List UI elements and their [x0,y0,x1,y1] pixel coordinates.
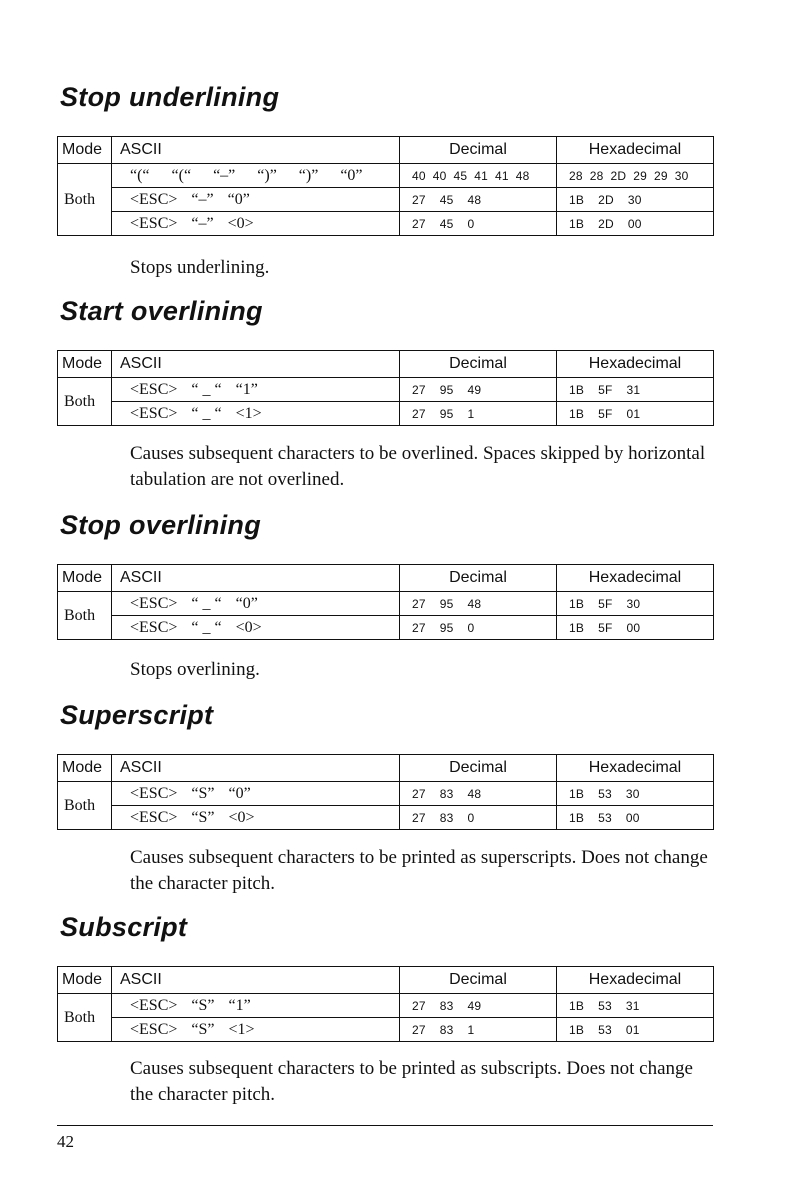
section-description: Stops overlining. [130,659,260,680]
hex-value: 31 [626,382,641,397]
table-header-row [58,967,714,994]
mode-cell: Both [58,592,112,640]
decimal-value: 1 [467,1022,475,1037]
hex-value: 30 [626,596,641,611]
hex-value: 2D [598,216,614,231]
hex-cell [557,994,714,1018]
header-ascii: ASCII [112,137,400,164]
hex-cell [557,782,714,806]
mode-cell: Both [58,378,112,426]
hex-value: 31 [625,998,640,1013]
table-header-row [58,755,714,782]
decimal-cell [400,994,557,1018]
table-row [58,592,714,616]
ascii-token: “1” [235,380,258,398]
decimal-value: 27 [412,810,426,825]
hex-value: 00 [625,810,640,825]
decimal-value: 95 [439,596,454,611]
mode-cell: Both [58,994,112,1042]
decimal-value: 27 [412,406,426,421]
ascii-token: “S” [191,784,215,802]
ascii-token: “ _ “ [191,594,222,612]
section-heading: Superscript [60,700,214,730]
ascii-cell [112,188,400,212]
command-table [57,754,714,830]
ascii-token: “)” [298,166,319,184]
hex-value: 1B [569,382,585,397]
header-hex: Hexadecimal [557,967,714,994]
hex-value: 30 [627,192,642,207]
decimal-value: 0 [467,620,475,635]
ascii-token: <ESC> [130,380,178,398]
ascii-token: <1> [228,1020,255,1038]
decimal-cell [400,212,557,236]
ascii-token: “ _ “ [191,618,222,636]
page-number: 42 [57,1132,74,1151]
header-decimal: Decimal [400,351,557,378]
hex-value: 29 [654,168,668,183]
decimal-value: 45 [453,168,468,183]
ascii-token: “S” [191,808,215,826]
ascii-cell [112,378,400,402]
table-row [58,188,714,212]
hex-cell [557,164,714,188]
decimal-value: 27 [412,786,426,801]
ascii-token: <1> [235,404,262,422]
decimal-value: 49 [467,998,482,1013]
decimal-cell [400,1018,557,1042]
header-mode: Mode [58,351,112,378]
ascii-cell [112,806,400,830]
ascii-token: <ESC> [130,1020,178,1038]
hex-value: 30 [674,168,689,183]
hex-cell [557,212,714,236]
header-mode: Mode [58,755,112,782]
decimal-cell [400,806,557,830]
ascii-token: “–” [213,166,236,184]
hex-value: 1B [569,1022,585,1037]
table-row [58,212,714,236]
hex-value: 29 [633,168,647,183]
ascii-token: <ESC> [130,190,178,208]
decimal-cell [400,616,557,640]
decimal-value: 0 [467,810,475,825]
header-decimal: Decimal [400,565,557,592]
hex-value: 28 [569,168,583,183]
header-hex: Hexadecimal [557,351,714,378]
table-row [58,402,714,426]
hex-value: 53 [598,1022,612,1037]
decimal-value: 41 [495,168,509,183]
section-description: Causes subsequent characters to be printed as subscripts. Does not change the character pitch. [130,1058,693,1105]
section-heading: Stop underlining [60,82,280,112]
table-row [58,1018,714,1042]
ascii-token: <ESC> [130,996,178,1014]
table-row [58,378,714,402]
table-row [58,782,714,806]
decimal-value: 27 [412,382,426,397]
ascii-token: <0> [227,214,254,232]
table-header-row [58,137,714,164]
decimal-value: 48 [467,786,482,801]
section-description: Causes subsequent characters to be overlined. Spaces skipped by horizontal tabulation are not overlined. [130,443,706,490]
hex-value: 2D [610,168,627,183]
table-row [58,806,714,830]
ascii-token: <ESC> [130,404,178,422]
hex-value: 28 [589,168,604,183]
header-mode: Mode [58,137,112,164]
decimal-value: 83 [439,998,454,1013]
mode-cell: Both [58,164,112,236]
hex-value: 00 [627,216,642,231]
ascii-cell [112,212,400,236]
decimal-value: 83 [439,1022,454,1037]
hex-cell [557,402,714,426]
decimal-value: 27 [412,596,426,611]
table-row [58,616,714,640]
decimal-cell [400,592,557,616]
ascii-token: <0> [228,808,255,826]
ascii-token: “–” [191,214,214,232]
ascii-token: “)” [257,166,277,184]
hex-value: 01 [625,1022,640,1037]
ascii-token: “(“ [130,166,150,184]
hex-value: 1B [569,998,585,1013]
hex-value: 00 [626,620,641,635]
ascii-token: “ _ “ [191,380,222,398]
command-table [57,136,714,236]
header-mode: Mode [58,565,112,592]
decimal-value: 95 [439,406,454,421]
ascii-token: “–” [191,190,214,208]
header-decimal: Decimal [400,137,557,164]
hex-value: 53 [598,810,612,825]
hex-value: 1B [569,810,585,825]
command-table [57,966,714,1042]
header-hex: Hexadecimal [557,565,714,592]
decimal-value: 45 [439,192,454,207]
hex-value: 5F [598,620,613,635]
decimal-value: 45 [439,216,454,231]
decimal-cell [400,188,557,212]
hex-value: 1B [569,620,585,635]
decimal-value: 27 [412,620,426,635]
decimal-value: 95 [439,382,454,397]
hex-value: 5F [598,406,613,421]
decimal-value: 95 [439,620,454,635]
hex-value: 1B [569,216,585,231]
ascii-cell [112,994,400,1018]
decimal-value: 40 [432,168,447,183]
ascii-cell [112,402,400,426]
ascii-token: <ESC> [130,594,178,612]
ascii-cell [112,164,400,188]
decimal-value: 49 [467,382,482,397]
hex-value: 1B [569,596,585,611]
ascii-cell [112,592,400,616]
header-decimal: Decimal [400,755,557,782]
decimal-value: 0 [467,216,475,231]
table-header-row [58,565,714,592]
decimal-value: 41 [474,168,488,183]
footer-rule [57,1125,713,1126]
decimal-value: 83 [439,810,454,825]
section-heading: Start overlining [60,296,263,326]
hex-cell [557,188,714,212]
hex-cell [557,1018,714,1042]
ascii-token: <0> [235,618,262,636]
hex-cell [557,378,714,402]
section-description: Stops underlining. [130,257,270,278]
header-ascii: ASCII [112,967,400,994]
header-ascii: ASCII [112,351,400,378]
ascii-cell [112,616,400,640]
command-table [57,350,714,426]
header-mode: Mode [58,967,112,994]
hex-value: 5F [598,596,613,611]
section-description: Causes subsequent characters to be printed as superscripts. Does not change the character pitch. [130,847,708,894]
command-table [57,564,714,640]
decimal-value: 48 [467,192,482,207]
ascii-token: “0” [340,166,363,184]
hex-value: 2D [598,192,614,207]
section-heading: Subscript [60,912,188,942]
hex-value: 53 [598,998,612,1013]
decimal-cell [400,164,557,188]
decimal-cell [400,402,557,426]
ascii-token: <ESC> [130,618,178,636]
decimal-cell [400,378,557,402]
hex-value: 53 [598,786,612,801]
table-header-row [58,351,714,378]
decimal-value: 48 [467,596,482,611]
decimal-value: 40 [412,168,426,183]
ascii-token: “S” [191,996,215,1014]
ascii-cell [112,1018,400,1042]
ascii-token: “0” [228,784,251,802]
decimal-value: 48 [515,168,530,183]
decimal-value: 83 [439,786,454,801]
ascii-token: “S” [191,1020,215,1038]
decimal-cell [400,782,557,806]
mode-cell: Both [58,782,112,830]
decimal-value: 27 [412,216,426,231]
header-decimal: Decimal [400,967,557,994]
table-row [58,164,714,188]
ascii-token: “0” [235,594,258,612]
hex-value: 1B [569,406,585,421]
hex-cell [557,806,714,830]
hex-cell [557,616,714,640]
table-row [58,994,714,1018]
header-hex: Hexadecimal [557,137,714,164]
header-ascii: ASCII [112,755,400,782]
ascii-token: <ESC> [130,784,178,802]
section-heading: Stop overlining [60,510,262,540]
hex-value: 30 [625,786,640,801]
ascii-token: “1” [228,996,251,1014]
decimal-value: 27 [412,998,426,1013]
ascii-token: “0” [227,190,250,208]
ascii-token: “ _ “ [191,404,222,422]
decimal-value: 27 [412,1022,426,1037]
hex-cell [557,592,714,616]
hex-value: 1B [569,192,585,207]
ascii-token: “(“ [171,166,192,184]
ascii-token: <ESC> [130,808,178,826]
ascii-token: <ESC> [130,214,178,232]
ascii-cell [112,782,400,806]
hex-value: 1B [569,786,585,801]
hex-value: 01 [626,406,641,421]
decimal-value: 1 [467,406,475,421]
decimal-value: 27 [412,192,426,207]
header-ascii: ASCII [112,565,400,592]
hex-value: 5F [598,382,613,397]
header-hex: Hexadecimal [557,755,714,782]
